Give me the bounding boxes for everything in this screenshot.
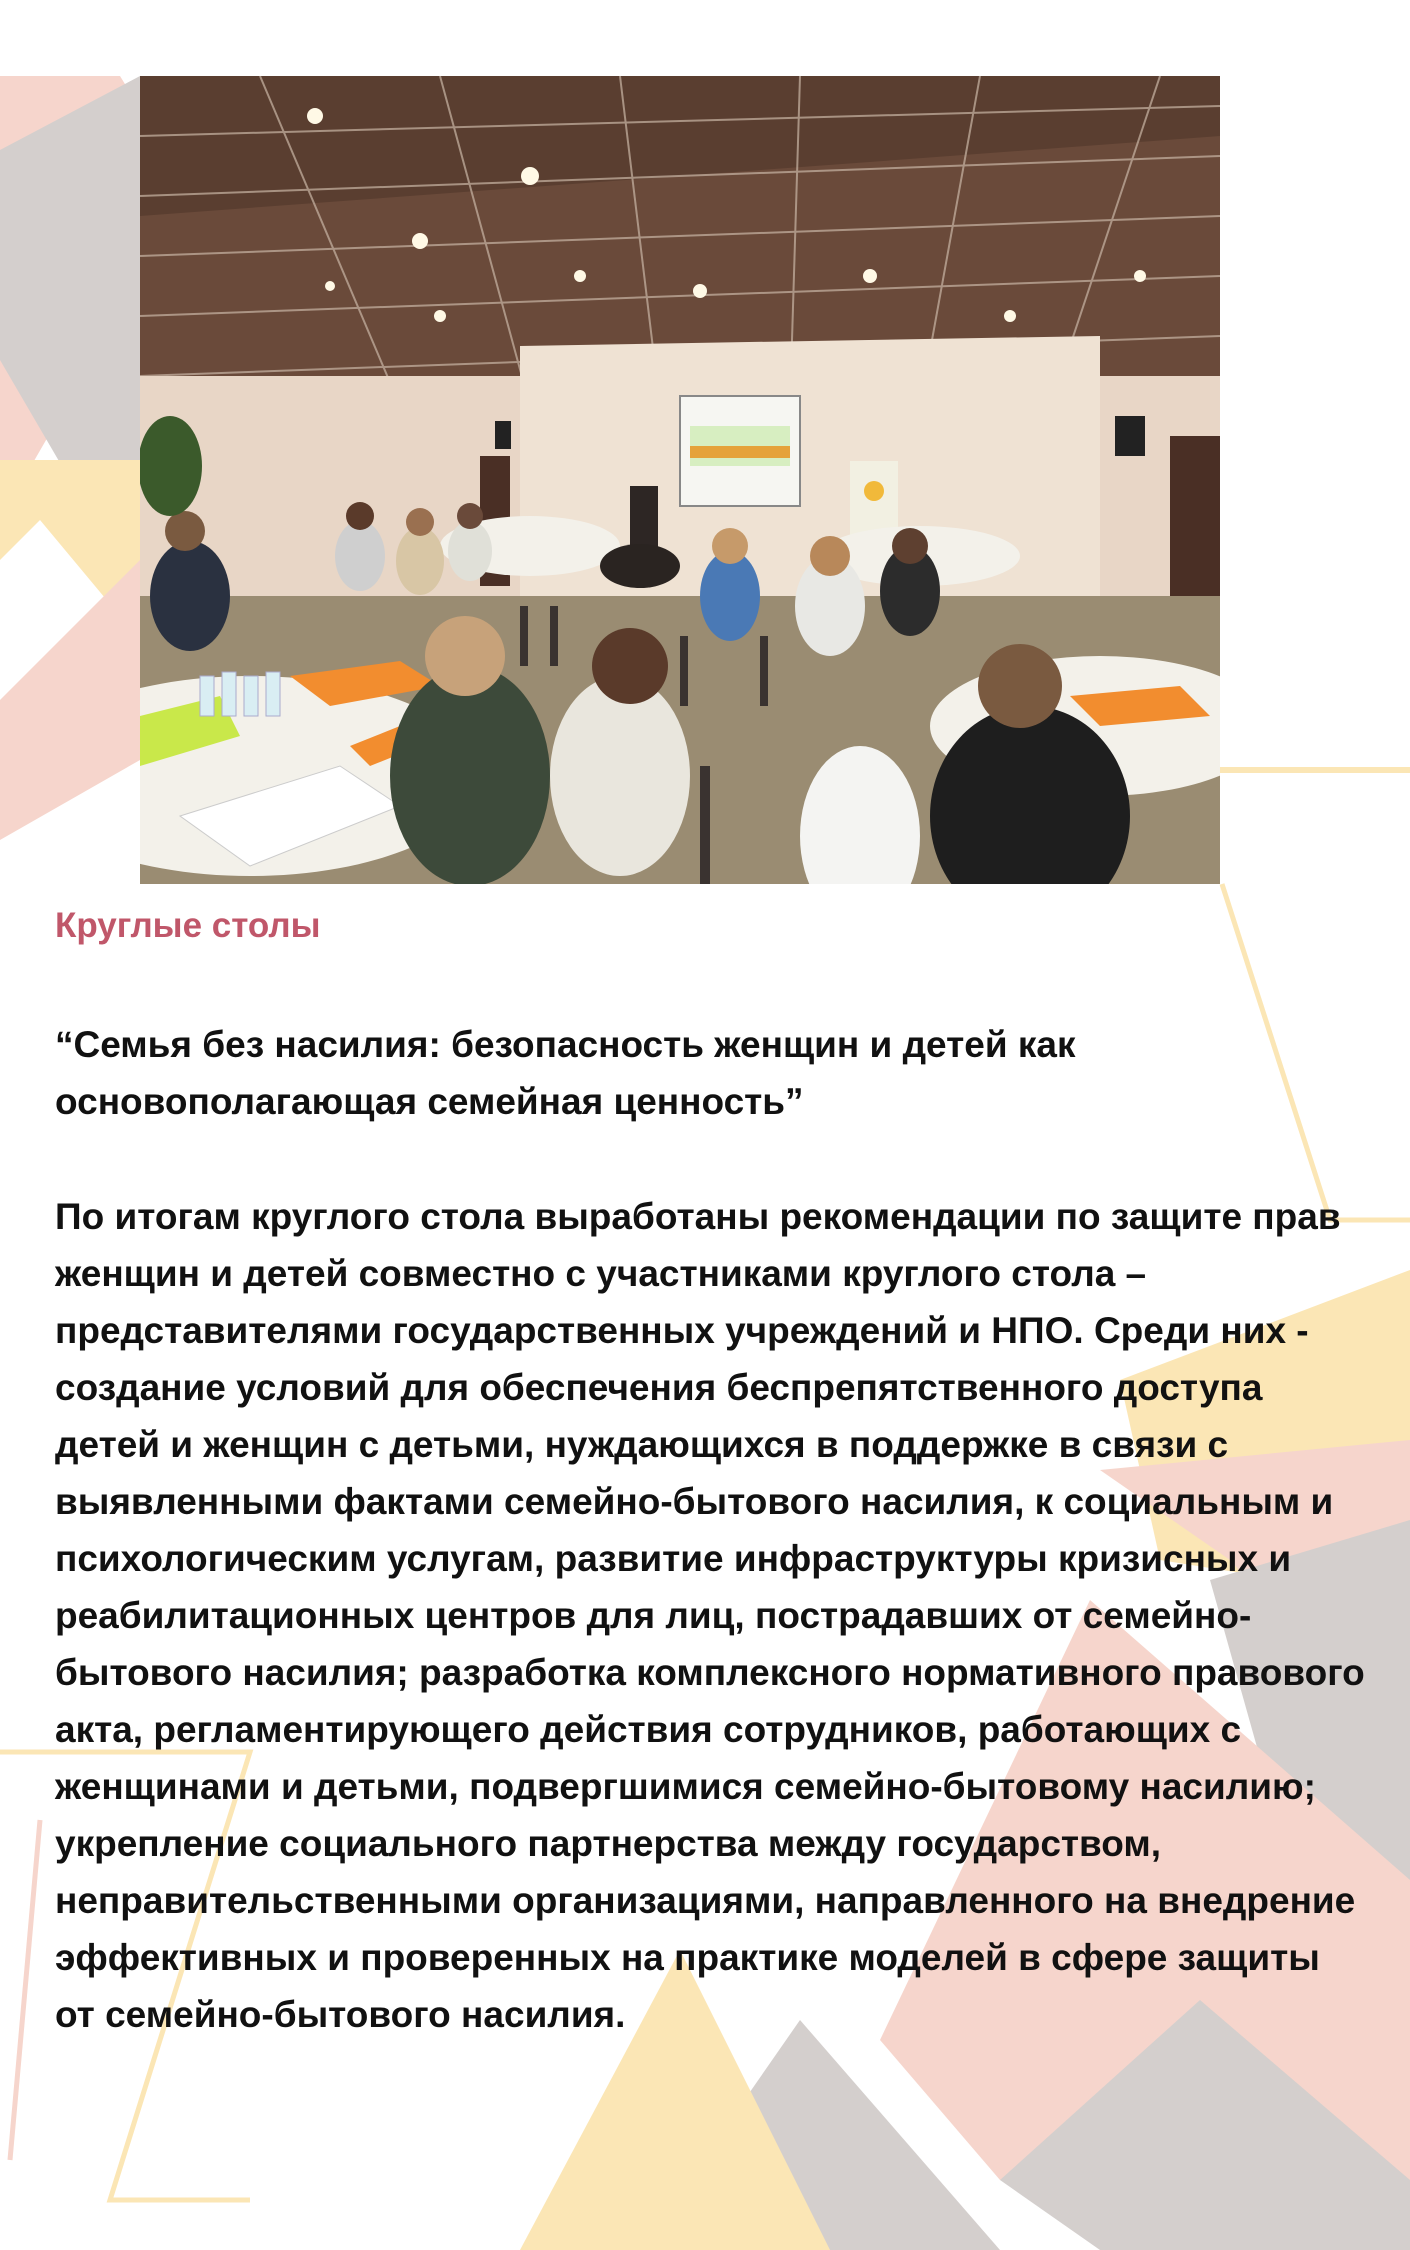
- body-paragraph: По итогам круглого стола выработаны рекомендации по защите прав женщин и детей совместно с участниками круглого стола – представителями государственных учреждений и НПО. Среди них - создание условий для обеспечения беспрепятственного доступа детей и женщин с детьми, нуждающихся в поддержке в связи с выявленными фактами семейно-бытового насилия, к социальным и психологическим услугам, развитие инфраструктуры кризисных и реабилитационных центров для лиц, пострадавших от семейно-бытового насилия; разработка комплексного нормативного правового акта, регламентирующего действия сотрудников, работающих с женщинами и детьми, подвергшимися семейно-бытовому насилию; укрепление социального партнерства между государством, неправительственными организациями, направленного на внедрение эффективных и проверенных на практике моделей в сфере защиты от семейно-бытового насилия.: [55, 1196, 1365, 2035]
- decor-line: [10, 1820, 40, 2160]
- speaker: [495, 421, 511, 449]
- plant: [140, 416, 202, 516]
- section-title: Круглые столы: [55, 906, 321, 945]
- event-photo: [140, 76, 1220, 884]
- speaker: [1115, 416, 1145, 456]
- decor-shape: [0, 560, 140, 840]
- table: [600, 544, 680, 588]
- event-subtitle: “Семья без насилия: безопасность женщин и детей как основополагающая семейная ценность”: [55, 1024, 1076, 1122]
- door-right: [1170, 436, 1220, 606]
